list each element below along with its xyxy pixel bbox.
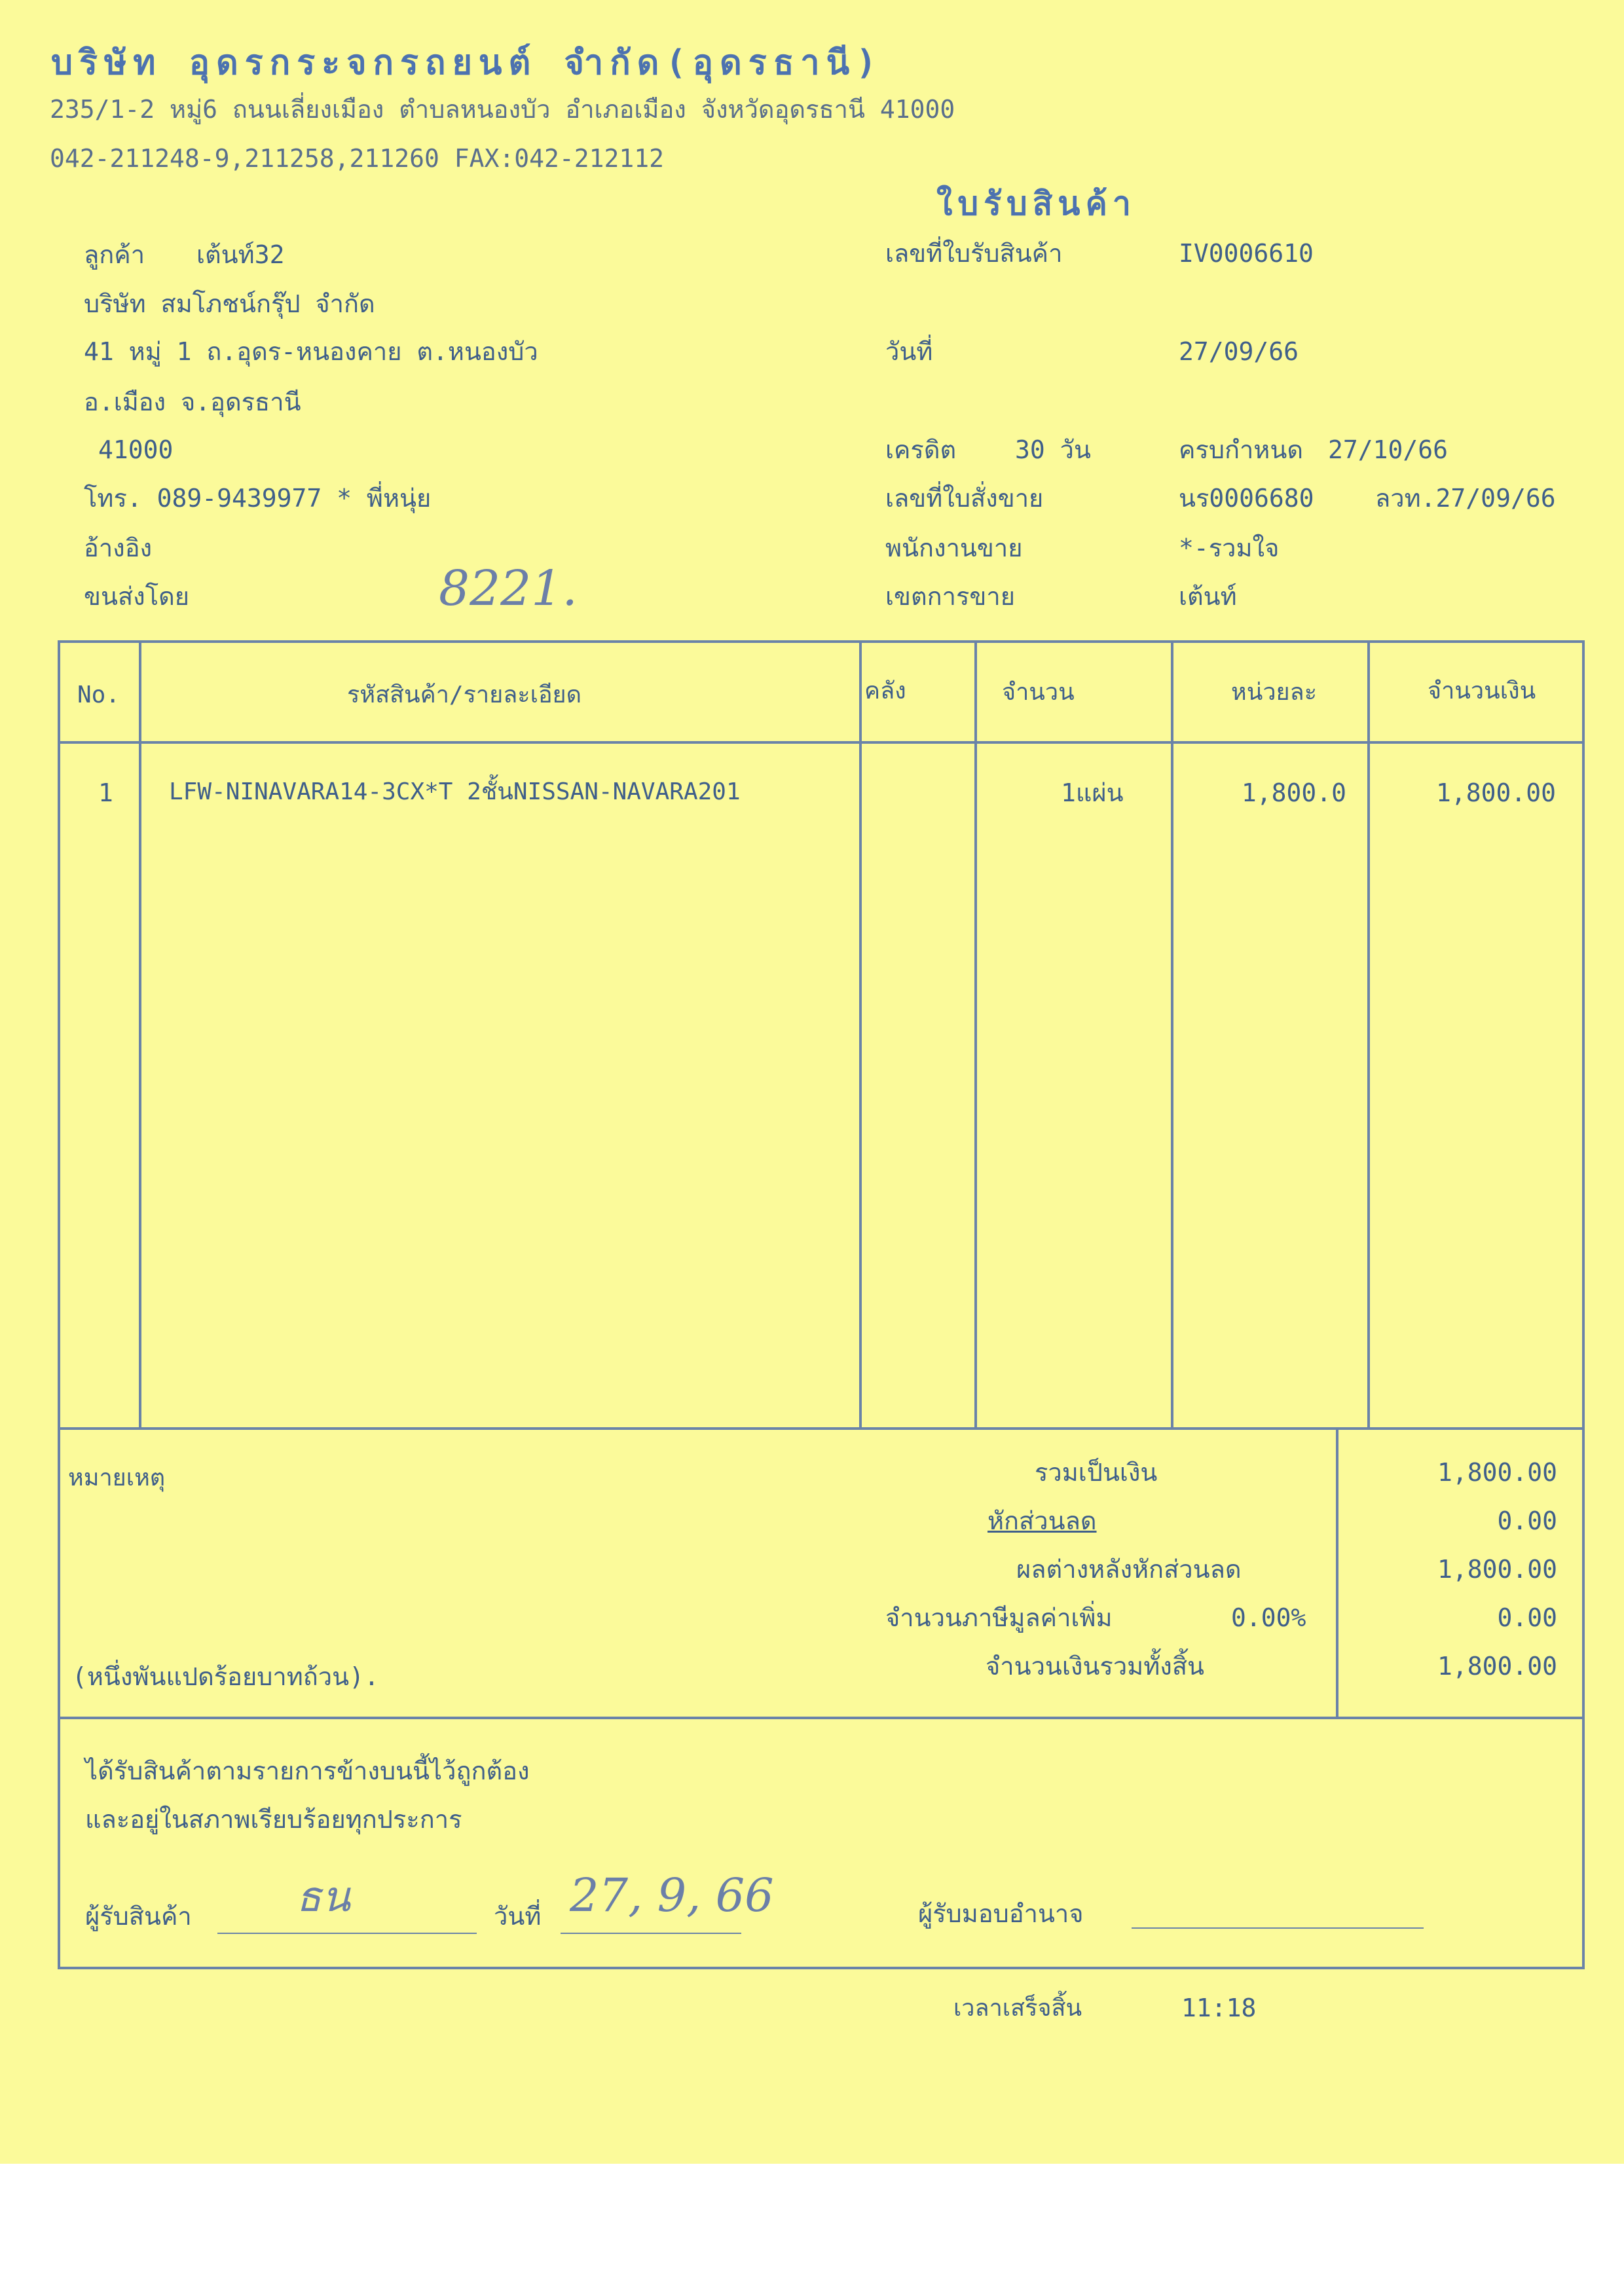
col-divider [1367, 640, 1370, 1430]
total-value: 1,800.00 [1437, 1652, 1557, 1681]
row-1-amount: 1,800.00 [1435, 778, 1556, 807]
shipping-handwritten: 8221. [439, 560, 578, 617]
customer-code: เต้นท์32 [196, 240, 285, 269]
receiver-signature-line [217, 1933, 477, 1934]
sales-order-date: ลวท.27/09/66 [1375, 484, 1556, 513]
col-divider [859, 640, 862, 1430]
date-value: 27/09/66 [1179, 337, 1299, 366]
subtotal-label: รวมเป็นเงิน [1035, 1458, 1158, 1487]
customer-label: ลูกค้า [84, 240, 145, 269]
customer-address-2: อ.เมือง จ.อุดรธานี [84, 388, 301, 416]
credit-days: 30 วัน [1015, 435, 1091, 464]
reference-label: อ้างอิง [84, 534, 153, 562]
receiver-label: ผู้รับสินค้า [85, 1902, 192, 1931]
receipt-statement-2: และอยู่ในสภาพเรียบร้อยทุกประการ [85, 1805, 462, 1834]
finish-time-label: เวลาเสร็จสิ้น [953, 1995, 1082, 2022]
customer-address-1: 41 หมู่ 1 ถ.อุดร-หนองคาย ต.หนองบัว [84, 337, 538, 366]
customer-postcode: 41000 [98, 435, 174, 464]
col-divider [974, 640, 977, 1430]
authorized-signature-line [1132, 1927, 1424, 1929]
row-1-description: LFW-NINAVARA14-3CX*T 2ชั้นNISSAN-NAVARA201 [169, 778, 741, 805]
header-description: รหัสสินค้า/รายละเอียด [347, 682, 582, 708]
discount-label: หักส่วนลด [987, 1506, 1097, 1535]
receipt-date-line [561, 1933, 741, 1934]
sales-area-label: เขตการขาย [885, 582, 1015, 611]
sales-order-label: เลขที่ใบสั่งขาย [885, 484, 1044, 513]
due-date: 27/10/66 [1328, 435, 1449, 464]
header-unit-price: หน่วยละ [1231, 679, 1318, 706]
vat-label: จำนวนภาษีมูลค่าเพิ่ม [885, 1603, 1113, 1632]
col-divider [139, 640, 141, 1430]
amount-in-words: (หนึ่งพันแปดร้อยบาทถ้วน). [72, 1662, 379, 1691]
due-label: ครบกำหนด [1179, 435, 1303, 464]
header-no: No. [77, 682, 120, 708]
total-label: จำนวนเงินรวมทั้งสิ้น [986, 1652, 1204, 1681]
date-label: วันที่ [885, 337, 933, 366]
row-1-unit-price: 1,800.0 [1241, 778, 1346, 807]
company-name: บริษัท อุดรกระจกรถยนต์ จำกัด(อุดรธานี) [51, 43, 883, 82]
sales-order-no: นร0006680 [1179, 484, 1314, 513]
after-discount-label: ผลต่างหลังหักส่วนลด [1016, 1555, 1242, 1584]
authorized-label: ผู้รับมอบอำนาจ [918, 1899, 1084, 1928]
receipt-date-label: วันที่ [494, 1902, 542, 1931]
row-1-no: 1 [98, 778, 113, 807]
company-address: 235/1-2 หมู่6 ถนนเลี่ยงเมือง ตำบลหนองบัว อำเภอเมือง จังหวัดอุดรธานี 41000 [50, 95, 955, 124]
receipt-box [58, 1717, 1585, 1969]
credit-label: เครดิต [885, 435, 957, 464]
receipt-no: IV0006610 [1179, 239, 1314, 268]
summary-divider [1336, 1427, 1338, 1719]
salesperson-label: พนักงานขาย [885, 534, 1023, 562]
company-phone: 042-211248-9,211258,211260 FAX:042-212112 [50, 144, 664, 173]
receiver-signature: ธน [296, 1873, 350, 1922]
sales-area: เต้นท์ [1179, 582, 1237, 611]
finish-time: 11:18 [1181, 1994, 1257, 2022]
customer-name: บริษัท สมโภชน์กรุ๊ป จำกัด [84, 289, 375, 318]
salesperson: *-รวมใจ [1179, 534, 1280, 562]
receipt-statement-1: ได้รับสินค้าตามรายการข้างบนนี้ไว้ถูกต้อง [85, 1757, 530, 1785]
vat-rate: 0.00% [1231, 1603, 1306, 1632]
receipt-date-handwritten: 27, 9, 66 [570, 1868, 774, 1922]
row-1-quantity: 1แผ่น [1061, 778, 1124, 807]
customer-phone: โทร. 089-9439977 * พี่หนุ่ย [84, 484, 432, 513]
items-table [58, 640, 1585, 1430]
col-divider [1171, 640, 1173, 1430]
discount-value: 0.00 [1497, 1506, 1557, 1535]
remark-label: หมายเหตุ [68, 1465, 166, 1491]
after-discount-value: 1,800.00 [1437, 1555, 1557, 1584]
vat-value: 0.00 [1497, 1603, 1557, 1632]
document-title: ใบรับสินค้า [936, 185, 1136, 223]
items-header-divider [58, 741, 1585, 744]
shipping-label: ขนส่งโดย [84, 582, 190, 611]
subtotal-value: 1,800.00 [1437, 1458, 1557, 1487]
header-warehouse: คลัง [864, 678, 906, 704]
header-amount: จำนวนเงิน [1428, 678, 1536, 704]
receipt-no-label: เลขที่ใบรับสินค้า [885, 239, 1063, 268]
header-quantity: จำนวน [1002, 679, 1075, 706]
